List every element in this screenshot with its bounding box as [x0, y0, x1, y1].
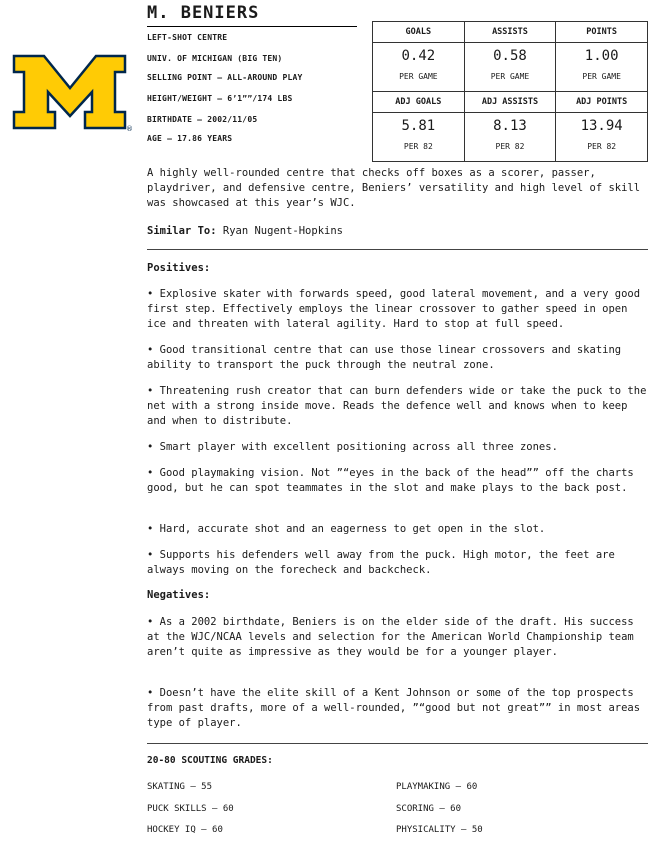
similar-to-value: Ryan Nugent-Hopkins [222, 225, 343, 237]
name-underline [147, 26, 357, 27]
stat-label-adj-points: ADJ POINTS [556, 92, 648, 113]
stat-unit-assists: PER GAME [490, 72, 530, 81]
section-divider [147, 743, 648, 744]
stat-label-goals: GOALS [373, 22, 465, 43]
stat-label-assists: ASSISTS [464, 22, 556, 43]
stat-cell-adj-goals [373, 113, 465, 162]
block-m-shape [14, 56, 125, 128]
stat-value-adj-points: 13.94 [580, 118, 623, 134]
similar-to-label: Similar To: [147, 225, 217, 237]
negative-item: • Doesn’t have the elite skill of a Kent Johnson or some of the top prospects from past drafts, more of a well-rounded, ”“good but not great”” in most areas type of player. [147, 687, 641, 729]
grades-heading: 20-80 SCOUTING GRADES: [147, 755, 273, 766]
stat-cell-goals [373, 43, 465, 92]
positive-item: • Good playmaking vision. Not ”“eyes in the back of the head”” off the charts good, but he can spot teammates in the slot and make plays to the back post. [147, 467, 634, 494]
negative-item: • As a 2002 birthdate, Beniers is on the elder side of the draft. His success at the WJC/NCAA levels and selection for the American World Championship team aren’t quite as impressive as they would be for a younger player. [147, 616, 634, 658]
positive-item: • Supports his defenders well away from the puck. High motor, the feet are always moving on the forecheck and backcheck. [147, 549, 615, 576]
stat-unit-goals: PER GAME [399, 72, 438, 81]
player-name: M. BENIERS [147, 3, 260, 23]
stat-cell-assists [464, 43, 556, 92]
stat-cell-points [556, 43, 648, 92]
stat-value-assists: 0.58 [493, 48, 527, 64]
stat-label-points: POINTS [556, 22, 648, 43]
similar-to [147, 224, 652, 239]
selling-point: SELLING POINT – ALL-AROUND PLAY [147, 73, 303, 82]
player-summary: A highly well-rounded centre that checks off boxes as a scorer, passer, playdriver, and defensive centre, Beniers’ versatility and high level of skill was showcased at this year’s WJC. [147, 167, 641, 209]
registered-mark: ® [126, 125, 133, 133]
grade-item: PUCK SKILLS – 60 [147, 804, 234, 814]
player-position: LEFT-SHOT CENTRE [147, 33, 228, 42]
player-team: UNIV. OF MICHIGAN (BIG TEN) [147, 54, 283, 63]
stats-table [372, 21, 648, 162]
stat-label-adj-assists: ADJ ASSISTS [464, 92, 556, 113]
positive-item: • Hard, accurate shot and an eagerness to get open in the slot. [147, 523, 546, 535]
section-divider [147, 249, 648, 250]
height-weight: HEIGHT/WEIGHT – 6’1””/174 LBS [147, 94, 293, 103]
stat-unit-points: PER GAME [582, 72, 621, 81]
age: AGE – 17.86 YEARS [147, 134, 233, 143]
adj-stats-value-row [373, 113, 648, 162]
positive-item: • Smart player with excellent positioning across all three zones. [147, 441, 558, 453]
grade-item: SCORING – 60 [396, 804, 462, 814]
stat-unit-adj-assists: PER 82 [495, 142, 525, 151]
michigan-block-m-logo [12, 52, 133, 133]
stat-value-adj-goals: 5.81 [401, 118, 436, 134]
stat-value-goals: 0.42 [401, 48, 436, 64]
positive-item: • Threatening rush creator that can burn defenders wide or take the puck to the net with a strong inside move. Reads the defence well and knows when to keep and when to distribute. [147, 385, 647, 427]
stat-label-adj-goals: ADJ GOALS [373, 92, 465, 113]
stat-value-points: 1.00 [584, 48, 619, 64]
adj-stats-header-row [373, 92, 648, 113]
birthdate: BIRTHDATE – 2002/11/05 [147, 115, 258, 124]
stat-unit-adj-points: PER 82 [587, 142, 617, 151]
stat-unit-adj-goals: PER 82 [403, 142, 433, 151]
stat-value-adj-assists: 8.13 [493, 118, 527, 134]
grade-item: PHYSICALITY – 50 [396, 825, 483, 835]
stat-cell-adj-assists [464, 113, 556, 162]
grade-item: SKATING – 55 [147, 782, 213, 792]
stats-value-row [373, 43, 648, 92]
grade-item: HOCKEY IQ – 60 [147, 825, 223, 835]
stats-header-row [373, 22, 648, 43]
grade-item: PLAYMAKING – 60 [396, 782, 478, 792]
negatives-heading: Negatives: [147, 589, 211, 601]
stat-cell-adj-points [556, 113, 648, 162]
positives-heading: Positives: [147, 262, 211, 274]
positive-item: • Explosive skater with forwards speed, good lateral movement, and a very good first step. Effectively employs the linear crossover to gather speed in open ice and threaten with lateral agility. Hard to stop at full speed. [147, 288, 641, 330]
positive-item: • Good transitional centre that can use those linear crossovers and skating ability to transport the puck through the neutral zone. [147, 344, 622, 371]
